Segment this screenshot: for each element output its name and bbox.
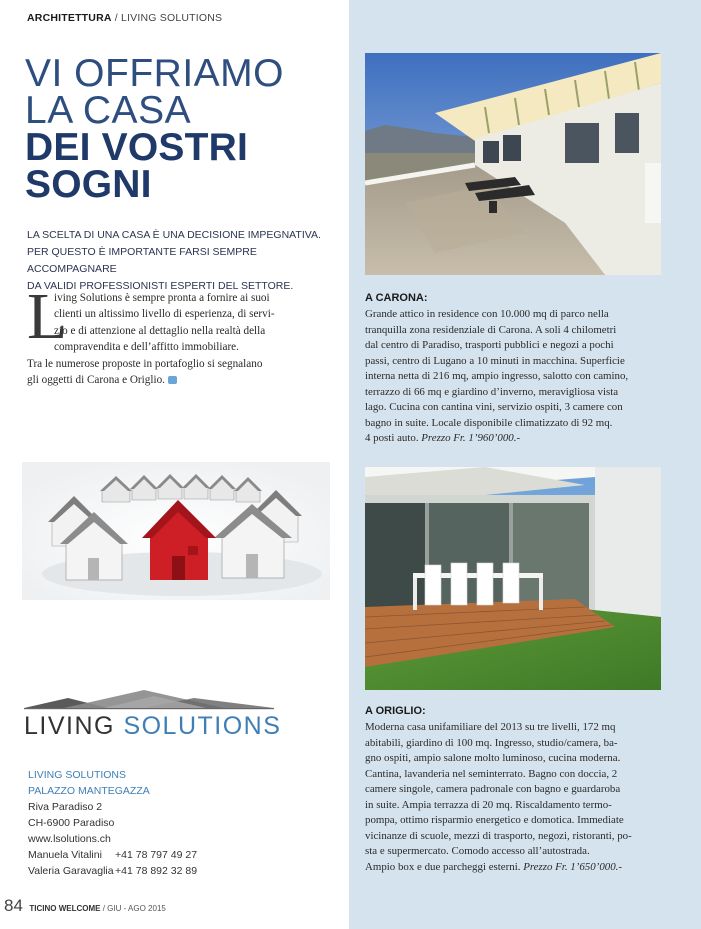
origlio-line: camere singole, camera padronale con bagno e guardaroba: [365, 783, 621, 795]
origlio-title: A ORIGLIO:: [365, 705, 426, 717]
contact-city: CH-6900 Paradiso: [28, 817, 115, 829]
contact-row-2: [28, 863, 198, 879]
contact-block: [28, 767, 198, 879]
carona-line: terrazzo di 66 mq e giardino d’inverno, meravigliosa vista: [365, 385, 619, 398]
carona-line: Grande attico in residence con 10.000 mq di parco nella: [365, 308, 609, 320]
carona-line: lago. Cucina con cantina vini, servizio ospiti, 3 camere con: [365, 401, 623, 413]
page-footer: [4, 896, 166, 916]
origlio-line: vicinanze di scuole, mezzi di trasporto, negozi, ristoranti, po-: [365, 829, 632, 842]
logo-word-1: LIVING: [24, 712, 115, 740]
contact-row-1: [28, 847, 198, 863]
origlio-line-last: [365, 860, 695, 876]
carona-description: [365, 307, 695, 447]
carona-title: A CARONA:: [365, 292, 428, 304]
subsection-name: LIVING SOLUTIONS: [121, 12, 223, 24]
carona-line: interna netta di 216 mq, ampio ingresso, salotto con camino,: [365, 370, 629, 382]
contact-phone-2[interactable]: +41 78 892 32 89: [115, 865, 198, 877]
contact-person-1: Manuela Vitalini: [28, 849, 102, 861]
origlio-line: Ampio box e due parcheggi esterni.: [365, 860, 521, 873]
origlio-photo: [365, 467, 661, 690]
intro-line: zio e di attenzione al dettaglio nella realtà della: [54, 324, 266, 337]
intro-line: Tra le numerose proposte in portafoglio si segnalano: [27, 357, 263, 370]
houses-illustration: [22, 462, 330, 600]
carona-line: bagno in suite. Locale disponibile climatizzato di 92 mq.: [365, 416, 613, 429]
lead-line: LA SCELTA DI UNA CASA È UNA DECISIONE IMPEGNATIVA.: [27, 229, 321, 241]
origlio-line: abitabili, giardino di 100 mq. Ingresso, studio/camera, ba-: [365, 736, 618, 749]
origlio-line: pompa, ottimo risparmio energetico e domotica. Immediate: [365, 814, 624, 826]
contact-building: PALAZZO MANTEGAZZA: [28, 785, 150, 797]
intro-line: compravendita e dell’affitto immobiliare.: [54, 341, 239, 354]
section-separator: /: [111, 12, 122, 24]
issue-label: / GIU - AGO 2015: [100, 904, 166, 913]
intro-paragraph: [27, 290, 345, 388]
intro-line: clienti un altissimo livello di esperienza, di servi-: [54, 308, 275, 321]
title-line-1: VI OFFRIAMO: [25, 52, 284, 95]
contact-person-2: Valeria Garavaglia: [28, 865, 114, 877]
page-title: [25, 52, 284, 206]
carona-line: tranquilla zona residenziale di Carona. A soli 4 chilometri: [365, 323, 617, 336]
intro-line: gli oggetti di Carona e Origlio.: [27, 374, 165, 387]
contact-phone-1[interactable]: +41 78 797 49 27: [115, 849, 198, 861]
origlio-price: Prezzo Fr. 1’650’000.-: [523, 860, 622, 873]
contact-company: LIVING SOLUTIONS: [28, 769, 127, 781]
origlio-line: Cantina, lavanderia nel seminterrato. Bagno con doccia, 2: [365, 767, 618, 780]
lead-paragraph: [27, 227, 343, 295]
logo-wordmark: [24, 712, 281, 741]
carona-price: Prezzo Fr. 1’960’000.-: [421, 432, 521, 444]
carona-line-last: [365, 431, 695, 447]
carona-line: passi, centro di Lugano a 10 minuti in macchina. Superficie: [365, 354, 625, 367]
title-line-4: SOGNI: [25, 163, 152, 206]
intro-line: iving Solutions è sempre pronta a fornire ai suoi: [54, 292, 270, 304]
contact-website-link[interactable]: www.lsolutions.ch: [28, 833, 111, 845]
carona-line: dal centro di Paradiso, trasporti pubblici e negozi a pochi: [365, 339, 614, 351]
carona-photo: [365, 53, 661, 275]
origlio-line: sta e supermercato. Comodo accesso all’autostrada.: [365, 845, 590, 857]
section-name: ARCHITETTURA: [27, 12, 112, 24]
lead-line: DA VALIDI PROFESSIONISTI ESPERTI DEL SETTORE.: [27, 280, 294, 292]
title-line-2: LA CASA: [25, 89, 192, 132]
section-tag: [27, 12, 222, 24]
origlio-line: Moderna casa unifamiliare del 2013 su tre livelli, 172 mq: [365, 721, 616, 733]
origlio-description: [365, 720, 695, 875]
origlio-line: in suite. Ampia terrazza di 20 mq. Riscaldamento termo-: [365, 798, 612, 811]
lead-line: PER QUESTO È IMPORTANTE FARSI SEMPRE ACCOMPAGNARE: [27, 246, 257, 275]
page-number: 84: [4, 896, 23, 915]
carona-line: 4 posti auto.: [365, 432, 419, 444]
contact-street: Riva Paradiso 2: [28, 801, 103, 813]
end-mark-icon: [168, 376, 177, 384]
drop-cap: L: [27, 280, 68, 353]
origlio-line: gno ospiti, ampio salone molto luminoso, cucina moderna.: [365, 752, 621, 764]
title-line-3: DEI VOSTRI: [25, 126, 249, 169]
magazine-name: TICINO WELCOME: [29, 904, 101, 913]
logo-word-2: SOLUTIONS: [123, 712, 282, 740]
